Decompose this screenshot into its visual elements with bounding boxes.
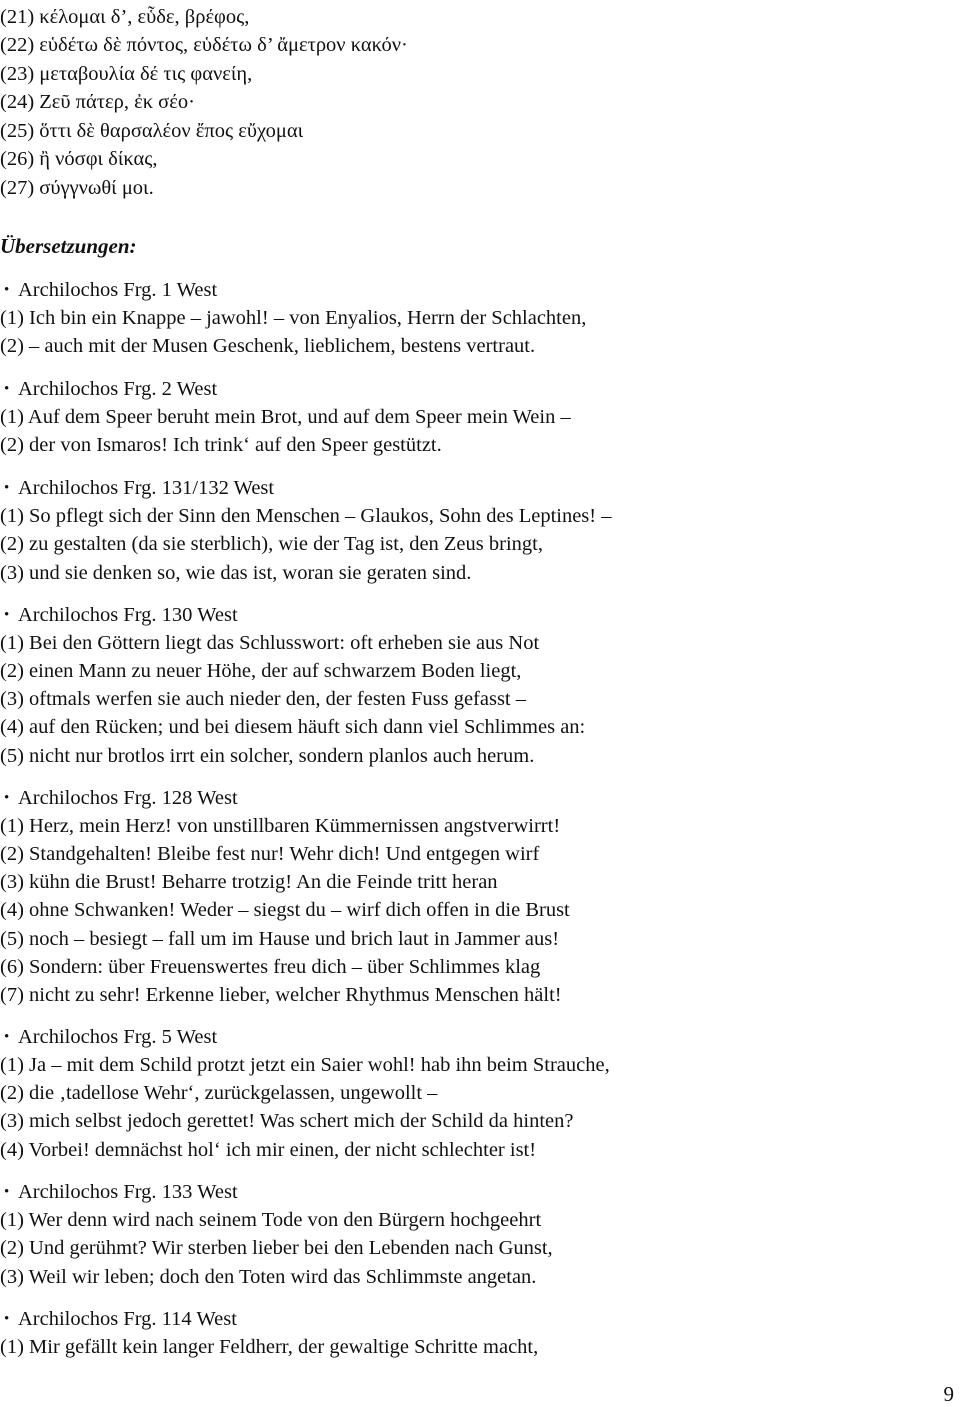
fragment-title: Archilochos Frg. 114 West — [18, 1308, 237, 1330]
translation-line: (2) der von Ismaros! Ich trink‘ auf den Speer gestützt. — [0, 434, 442, 456]
page-number: 9 — [943, 1382, 954, 1406]
translation-line: (1) Herz, mein Herz! von unstillbaren Kümmernissen angstverwirrt! — [0, 815, 561, 837]
greek-verse-line: (26) ἢ νόσφι δίκας, — [0, 148, 158, 170]
greek-verse-line: (25) ὅττι δὲ θαρσαλέον ἔπος εὔχομαι — [0, 120, 304, 142]
translation-line: (1) Wer denn wird nach seinem Tode von den Bürgern hochgeehrt — [0, 1209, 542, 1231]
translation-line: (5) noch – besiegt – fall um im Hause und brich laut in Jammer aus! — [0, 928, 560, 950]
translation-line: (2) einen Mann zu neuer Höhe, der auf schwarzem Boden liegt, — [0, 660, 522, 682]
translation-line: (1) Bei den Göttern liegt das Schlusswort: oft erheben sie aus Not — [0, 632, 540, 654]
translation-line: (1) Ich bin ein Knappe – jawohl! – von Enyalios, Herrn der Schlachten, — [0, 307, 587, 329]
translation-line: (6) Sondern: über Freuenswertes freu dich – über Schlimmes klag — [0, 956, 541, 978]
bullet-icon: • — [4, 790, 10, 806]
translation-line: (2) die ‚tadellose Wehr‘, zurückgelassen, ungewollt – — [0, 1082, 438, 1104]
translation-line: (3) kühn die Brust! Beharre trotzig! An die Feinde tritt heran — [0, 871, 498, 893]
translation-line: (3) mich selbst jedoch gerettet! Was schert mich der Schild da hinten? — [0, 1110, 574, 1132]
translations-heading: Übersetzungen: — [0, 234, 137, 258]
bullet-icon: • — [4, 480, 10, 496]
bullet-icon: • — [4, 1311, 10, 1327]
translation-line: (1) So pflegt sich der Sinn den Menschen – Glaukos, Sohn des Leptines! – — [0, 505, 612, 527]
translation-line: (2) Standgehalten! Bleibe fest nur! Wehr dich! Und entgegen wirf — [0, 843, 540, 865]
greek-verse-line: (23) μεταβουλία δέ τις φανείη, — [0, 63, 253, 85]
fragment-title: Archilochos Frg. 131/132 West — [18, 477, 275, 499]
translation-line: (1) Auf dem Speer beruht mein Brot, und auf dem Speer mein Wein – — [0, 406, 571, 428]
fragment-heading — [4, 1306, 237, 1332]
greek-verse-line: (27) σύγγνωθί μοι. — [0, 177, 154, 199]
translation-line: (2) – auch mit der Musen Geschenk, lieblichem, bestens vertraut. — [0, 335, 536, 357]
bullet-icon: • — [4, 1029, 10, 1045]
translation-line: (1) Ja – mit dem Schild protzt jetzt ein Saier wohl! hab ihn beim Strauche, — [0, 1054, 610, 1076]
greek-verse-line: (24) Ζεῦ πάτερ, ἐκ σέο· — [0, 91, 195, 113]
translation-line: (3) oftmals werfen sie auch nieder den, der festen Fuss gefasst – — [0, 688, 526, 710]
fragment-heading — [4, 785, 238, 811]
fragment-title: Archilochos Frg. 5 West — [18, 1026, 218, 1048]
translation-line: (4) auf den Rücken; und bei diesem häuft sich dann viel Schlimmes an: — [0, 716, 586, 738]
fragment-heading — [4, 1179, 238, 1205]
bullet-icon: • — [4, 1184, 10, 1200]
greek-verse-line: (21) κέλομαι δ’, εὗδε, βρέφος, — [0, 6, 250, 28]
translation-line: (2) zu gestalten (da sie sterblich), wie der Tag ist, den Zeus bringt, — [0, 533, 543, 555]
translation-line: (3) und sie denken so, wie das ist, woran sie geraten sind. — [0, 562, 472, 584]
fragment-heading — [4, 602, 238, 628]
fragment-heading — [4, 1024, 217, 1050]
translation-line: (7) nicht zu sehr! Erkenne lieber, welcher Rhythmus Menschen hält! — [0, 984, 562, 1006]
translation-line: (2) Und gerühmt? Wir sterben lieber bei den Lebenden nach Gunst, — [0, 1237, 553, 1259]
fragment-heading — [4, 376, 217, 402]
fragment-title: Archilochos Frg. 133 West — [18, 1181, 238, 1203]
bullet-icon: • — [4, 607, 10, 623]
fragment-title: Archilochos Frg. 128 West — [18, 787, 238, 809]
fragment-title: Archilochos Frg. 2 West — [18, 378, 218, 400]
bullet-icon: • — [4, 282, 10, 298]
greek-verse-line: (22) εὑδέτω δὲ πόντος, εὑδέτω δ’ ἄμετρον κακόν· — [0, 34, 408, 56]
fragment-heading — [4, 475, 274, 501]
bullet-icon: • — [4, 381, 10, 397]
translation-line: (4) Vorbei! demnächst hol‘ ich mir einen, der nicht schlechter ist! — [0, 1139, 537, 1161]
translation-line: (1) Mir gefällt kein langer Feldherr, der gewaltige Schritte macht, — [0, 1336, 539, 1358]
translation-line: (5) nicht nur brotlos irrt ein solcher, sondern planlos auch herum. — [0, 745, 535, 767]
fragment-title: Archilochos Frg. 1 West — [18, 279, 218, 301]
translation-line: (3) Weil wir leben; doch den Toten wird das Schlimmste angetan. — [0, 1266, 537, 1288]
translation-line: (4) ohne Schwanken! Weder – siegst du – wirf dich offen in die Brust — [0, 899, 570, 921]
fragment-heading — [4, 277, 217, 303]
fragment-title: Archilochos Frg. 130 West — [18, 604, 238, 626]
